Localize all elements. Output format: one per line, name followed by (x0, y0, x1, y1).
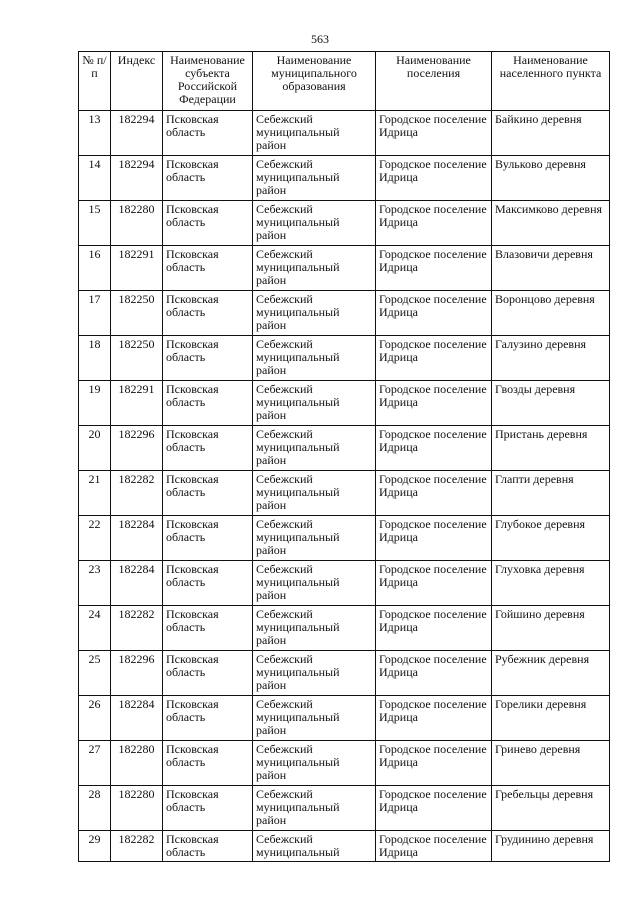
header-row (79, 52, 610, 111)
cell-settlement: Городское поселение Идрица (376, 831, 492, 862)
table-row (79, 291, 610, 336)
table-row (79, 156, 610, 201)
cell-settlement: Городское поселение Идрица (376, 426, 492, 471)
header-locality: Наименование населенного пункта (492, 52, 610, 111)
cell-row-number: 22 (79, 516, 111, 561)
cell-settlement: Городское поселение Идрица (376, 651, 492, 696)
cell-settlement: Городское поселение Идрица (376, 156, 492, 201)
cell-postal-index: 182291 (111, 381, 163, 426)
cell-locality: Пристань деревня (492, 426, 610, 471)
cell-locality: Вульково деревня (492, 156, 610, 201)
cell-settlement: Городское поселение Идрица (376, 516, 492, 561)
cell-settlement: Городское поселение Идрица (376, 471, 492, 516)
cell-federal-subject: Псковская область (163, 201, 253, 246)
cell-postal-index: 182280 (111, 786, 163, 831)
cell-federal-subject: Псковская область (163, 336, 253, 381)
cell-postal-index: 182282 (111, 831, 163, 862)
cell-row-number: 17 (79, 291, 111, 336)
cell-federal-subject: Псковская область (163, 786, 253, 831)
cell-settlement: Городское поселение Идрица (376, 246, 492, 291)
settlements-table (78, 51, 610, 862)
cell-row-number: 27 (79, 741, 111, 786)
cell-federal-subject: Псковская область (163, 561, 253, 606)
table-row (79, 561, 610, 606)
cell-postal-index: 182284 (111, 696, 163, 741)
cell-settlement: Городское поселение Идрица (376, 381, 492, 426)
table-row (79, 786, 610, 831)
cell-settlement: Городское поселение Идрица (376, 606, 492, 651)
cell-locality: Галузино деревня (492, 336, 610, 381)
cell-federal-subject: Псковская область (163, 381, 253, 426)
cell-municipality: Себежский муниципальный район (253, 156, 376, 201)
cell-row-number: 15 (79, 201, 111, 246)
cell-row-number: 19 (79, 381, 111, 426)
cell-settlement: Городское поселение Идрица (376, 696, 492, 741)
table-row (79, 516, 610, 561)
table-row (79, 246, 610, 291)
cell-settlement: Городское поселение Идрица (376, 201, 492, 246)
cell-postal-index: 182250 (111, 336, 163, 381)
table-row (79, 336, 610, 381)
cell-locality: Горелики деревня (492, 696, 610, 741)
cell-settlement: Городское поселение Идрица (376, 111, 492, 156)
cell-federal-subject: Псковская область (163, 111, 253, 156)
cell-municipality: Себежский муниципальный (253, 831, 376, 862)
cell-municipality: Себежский муниципальный район (253, 201, 376, 246)
cell-federal-subject: Псковская область (163, 471, 253, 516)
cell-municipality: Себежский муниципальный район (253, 786, 376, 831)
table-row (79, 831, 610, 862)
cell-row-number: 16 (79, 246, 111, 291)
cell-row-number: 26 (79, 696, 111, 741)
cell-row-number: 23 (79, 561, 111, 606)
table-row (79, 111, 610, 156)
header-postal-index: Индекс (111, 52, 163, 111)
cell-postal-index: 182282 (111, 606, 163, 651)
cell-municipality: Себежский муниципальный район (253, 606, 376, 651)
cell-locality: Грудинино деревня (492, 831, 610, 862)
cell-locality: Гребельцы деревня (492, 786, 610, 831)
table-row (79, 381, 610, 426)
table-row (79, 651, 610, 696)
cell-settlement: Городское поселение Идрица (376, 291, 492, 336)
cell-locality: Гвозды деревня (492, 381, 610, 426)
cell-locality: Рубежник деревня (492, 651, 610, 696)
cell-municipality: Себежский муниципальный район (253, 651, 376, 696)
cell-settlement: Городское поселение Идрица (376, 336, 492, 381)
cell-postal-index: 182296 (111, 651, 163, 696)
header-settlement: Наименование поселения (376, 52, 492, 111)
cell-row-number: 20 (79, 426, 111, 471)
cell-postal-index: 182284 (111, 561, 163, 606)
table-body (79, 111, 610, 862)
cell-postal-index: 182291 (111, 246, 163, 291)
cell-locality: Байкино деревня (492, 111, 610, 156)
cell-federal-subject: Псковская область (163, 741, 253, 786)
cell-row-number: 14 (79, 156, 111, 201)
cell-municipality: Себежский муниципальный район (253, 516, 376, 561)
cell-locality: Глубокое деревня (492, 516, 610, 561)
cell-municipality: Себежский муниципальный район (253, 561, 376, 606)
cell-municipality: Себежский муниципальный район (253, 291, 376, 336)
cell-row-number: 13 (79, 111, 111, 156)
cell-row-number: 24 (79, 606, 111, 651)
cell-federal-subject: Псковская область (163, 426, 253, 471)
header-municipality: Наименование муниципального образования (253, 52, 376, 111)
table-row (79, 696, 610, 741)
cell-postal-index: 182250 (111, 291, 163, 336)
cell-row-number: 18 (79, 336, 111, 381)
cell-postal-index: 182284 (111, 516, 163, 561)
table-row (79, 606, 610, 651)
cell-municipality: Себежский муниципальный район (253, 741, 376, 786)
cell-locality: Воронцово деревня (492, 291, 610, 336)
cell-postal-index: 182280 (111, 201, 163, 246)
cell-federal-subject: Псковская область (163, 291, 253, 336)
cell-locality: Гойшино деревня (492, 606, 610, 651)
header-federal-subject: Наименование субъекта Российской Федерации (163, 52, 253, 111)
cell-federal-subject: Псковская область (163, 156, 253, 201)
table-row (79, 201, 610, 246)
cell-row-number: 29 (79, 831, 111, 862)
cell-federal-subject: Псковская область (163, 606, 253, 651)
cell-postal-index: 182294 (111, 111, 163, 156)
cell-federal-subject: Псковская область (163, 246, 253, 291)
cell-locality: Влазовичи деревня (492, 246, 610, 291)
cell-federal-subject: Псковская область (163, 651, 253, 696)
cell-municipality: Себежский муниципальный район (253, 246, 376, 291)
cell-postal-index: 182294 (111, 156, 163, 201)
cell-municipality: Себежский муниципальный район (253, 111, 376, 156)
cell-row-number: 28 (79, 786, 111, 831)
header-row-number: № п/п (79, 52, 111, 111)
cell-locality: Гринево деревня (492, 741, 610, 786)
cell-row-number: 21 (79, 471, 111, 516)
cell-locality: Глуховка деревня (492, 561, 610, 606)
cell-locality: Глапти деревня (492, 471, 610, 516)
table-row (79, 471, 610, 516)
cell-municipality: Себежский муниципальный район (253, 336, 376, 381)
cell-postal-index: 182282 (111, 471, 163, 516)
cell-federal-subject: Псковская область (163, 696, 253, 741)
table-row (79, 426, 610, 471)
cell-federal-subject: Псковская область (163, 516, 253, 561)
cell-municipality: Себежский муниципальный район (253, 381, 376, 426)
cell-federal-subject: Псковская область (163, 831, 253, 862)
cell-postal-index: 182296 (111, 426, 163, 471)
cell-municipality: Себежский муниципальный район (253, 426, 376, 471)
cell-postal-index: 182280 (111, 741, 163, 786)
cell-settlement: Городское поселение Идрица (376, 741, 492, 786)
cell-locality: Максимково деревня (492, 201, 610, 246)
table-row (79, 741, 610, 786)
cell-settlement: Городское поселение Идрица (376, 786, 492, 831)
cell-settlement: Городское поселение Идрица (376, 561, 492, 606)
page-number: 563 (311, 32, 329, 46)
table-header (79, 52, 610, 111)
cell-municipality: Себежский муниципальный район (253, 696, 376, 741)
cell-row-number: 25 (79, 651, 111, 696)
cell-municipality: Себежский муниципальный район (253, 471, 376, 516)
